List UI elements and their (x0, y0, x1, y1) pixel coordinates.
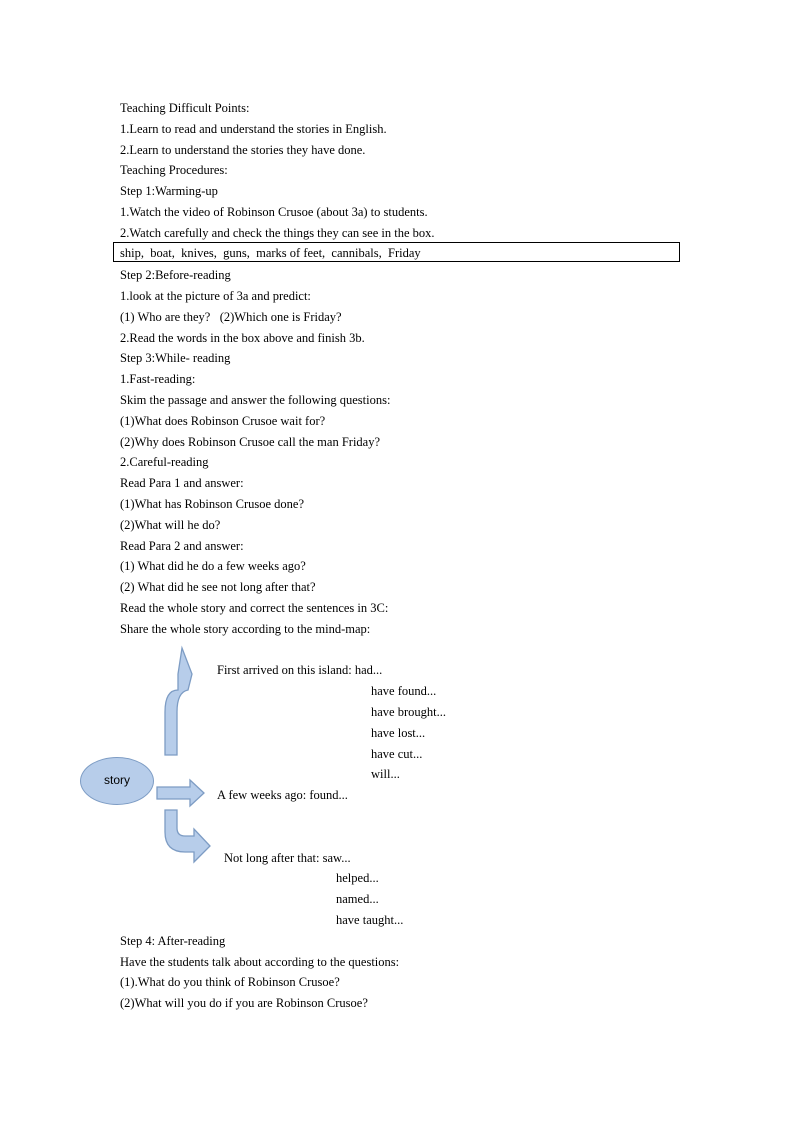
text-line: (1) Who are they? (2)Which one is Friday? (120, 310, 342, 324)
text-line: Share the whole story according to the mind-map: (120, 622, 371, 636)
step-3-heading: Step 3:While- reading (120, 351, 231, 365)
text-line: (1) What did he do a few weeks ago? (120, 559, 306, 573)
text-line: 1.Learn to read and understand the stories in English. (120, 122, 387, 136)
arrow-right (157, 780, 204, 806)
text-line: 2.Careful-reading (120, 455, 209, 469)
step-1-heading: Step 1:Warming-up (120, 184, 218, 198)
branch3-item: named... (336, 892, 379, 906)
branch3-item: helped... (336, 871, 379, 885)
branch1-head: First arrived on this island: had... (217, 663, 383, 677)
arrow-down-right (165, 810, 210, 862)
text-line: (2)What will you do if you are Robinson Crusoe? (120, 996, 368, 1010)
branch3-head: Not long after that: saw... (224, 851, 351, 865)
story-label: story (103, 773, 130, 787)
story-node (80, 757, 154, 805)
text-line: (1)What does Robinson Crusoe wait for? (120, 414, 326, 428)
text-line: (2)Why does Robinson Crusoe call the man Friday? (120, 435, 381, 449)
step-4-heading: Step 4: After-reading (120, 934, 226, 948)
text-line: 2.Read the words in the box above and finish 3b. (120, 331, 365, 345)
text-line: (1).What do you think of Robinson Crusoe? (120, 975, 340, 989)
text-line: (2)What will he do? (120, 518, 221, 532)
step-2-heading: Step 2:Before-reading (120, 268, 231, 282)
text-line: Read Para 1 and answer: (120, 476, 244, 490)
text-line: 1.Watch the video of Robinson Crusoe (about 3a) to students. (120, 205, 428, 219)
branch1-item: have cut... (371, 747, 423, 761)
text-line: 1.Fast-reading: (120, 372, 196, 386)
text-line: Have the students talk about according to the questions: (120, 955, 400, 969)
branch1-item: have brought... (371, 705, 446, 719)
text-line: 1.look at the picture of 3a and predict: (120, 289, 311, 303)
branch3-item: have taught... (336, 913, 404, 927)
branch1-item: have lost... (371, 726, 426, 740)
heading-difficult-points: Teaching Difficult Points: (120, 101, 250, 115)
branch1-item: have found... (371, 684, 437, 698)
vocabulary-list: ship, boat, knives, guns, marks of feet, cannibals, Friday (120, 246, 421, 260)
text-line: (2) What did he see not long after that? (120, 580, 316, 594)
heading-procedures: Teaching Procedures: (120, 163, 228, 177)
text-line: (1)What has Robinson Crusoe done? (120, 497, 304, 511)
text-line: Read the whole story and correct the sentences in 3C: (120, 601, 389, 615)
arrow-up-right (165, 648, 192, 755)
text-line: 2.Watch carefully and check the things they can see in the box. (120, 226, 435, 240)
text-line: 2.Learn to understand the stories they have done. (120, 143, 366, 157)
branch1-item: will... (371, 767, 400, 781)
text-line: Skim the passage and answer the following questions: (120, 393, 391, 407)
branch2-text: A few weeks ago: found... (217, 788, 348, 802)
text-line: Read Para 2 and answer: (120, 539, 244, 553)
